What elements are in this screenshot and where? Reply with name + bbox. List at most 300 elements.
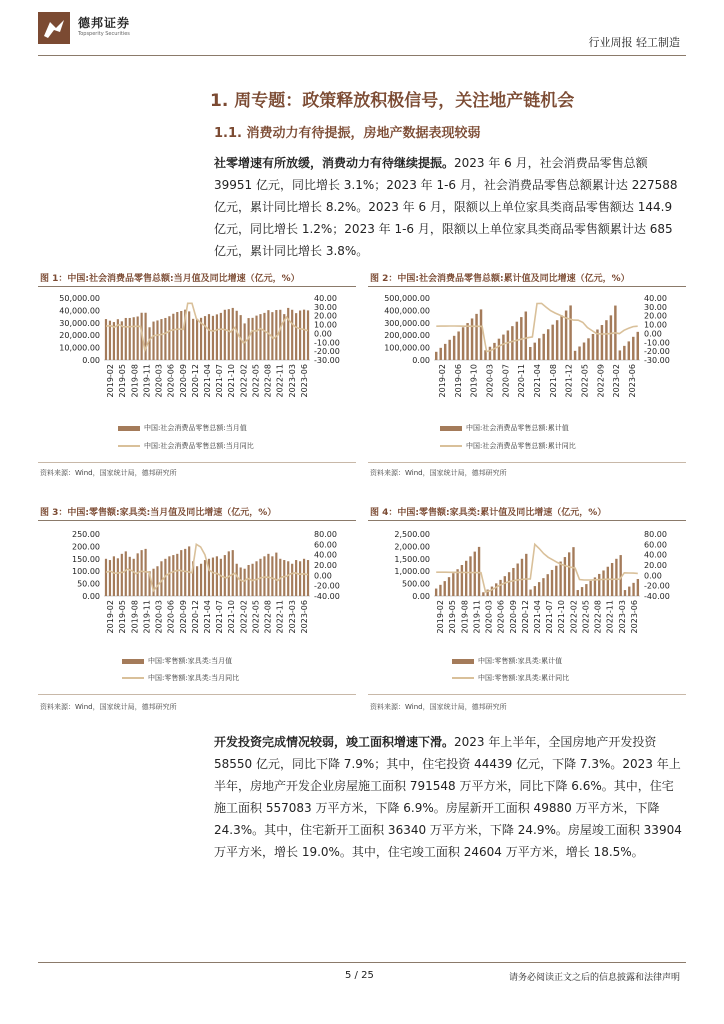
chart-bar (303, 310, 305, 360)
chart-bar (113, 556, 115, 596)
y-left-tick-label: 0.00 (412, 356, 430, 365)
chart-bar (133, 559, 135, 596)
chart-bar (589, 581, 591, 596)
chart-bar (228, 551, 230, 596)
x-tick-label: 2022-02 (569, 600, 579, 634)
x-tick-label: 2022-05 (581, 600, 591, 634)
chart-bar (224, 555, 226, 596)
y-left-tick-label: 200.00 (72, 542, 100, 552)
chart-bar (168, 316, 170, 360)
chart-bar (164, 318, 166, 360)
figure-4-source: 资料来源：Wind，国家统计局，德邦研究所 (370, 703, 507, 711)
y-right-tick-label: 30.00 (314, 302, 337, 312)
y-right-tick-label: 0.00 (314, 329, 332, 339)
chart-bar (511, 326, 513, 360)
y-left-tick-label: 10,000.00 (59, 343, 100, 353)
chart-bar (491, 587, 493, 596)
figure-2-legend-bar: 中国:社会消费品零售总额:累计值 (440, 423, 569, 433)
x-tick-label: 2022-08 (263, 364, 273, 398)
chart-bar (125, 318, 127, 360)
y-right-tick-label: 20.00 (314, 311, 337, 321)
y-right-tick-label: 10.00 (314, 320, 337, 330)
chart-bar (152, 322, 154, 360)
chart-bar (456, 569, 458, 596)
y-left-tick-label: 500.00 (402, 579, 430, 589)
disclaimer-note: 请务必阅读正文之后的信息披露和法律声明 (508, 973, 680, 983)
y-right-tick-label: 80.00 (644, 530, 667, 539)
figure-3-chart (38, 526, 356, 642)
chart-bar (547, 574, 549, 596)
chart-bar (569, 305, 571, 360)
chart-bar (160, 561, 162, 596)
figure-4-bottom-rule (368, 694, 686, 695)
x-tick-label: 2022-05 (251, 364, 261, 398)
x-tick-label: 2019-10 (469, 364, 479, 398)
chart-bar (129, 557, 131, 596)
x-tick-label: 2020-06 (496, 600, 506, 634)
chart-bar (564, 557, 566, 596)
chart-bar (601, 325, 603, 360)
chart-bar (307, 310, 309, 360)
x-tick-label: 2021-04 (533, 600, 542, 634)
chart-bar (439, 585, 441, 596)
chart-bar (444, 344, 446, 360)
chart-bar (502, 335, 504, 360)
chart-bar (184, 549, 186, 596)
chart-bar (188, 311, 190, 360)
figure-1-legend-bar: 中国:社会消费品零售总额:当月值 (118, 423, 247, 433)
chart-bar (610, 315, 612, 360)
chart-bar (602, 570, 604, 596)
chart-bar (137, 316, 139, 360)
chart-bar (498, 339, 500, 360)
y-left-tick-label: 0.00 (82, 592, 100, 601)
chart-bar (495, 583, 497, 596)
chart-bar (598, 574, 600, 596)
chart-bar (525, 554, 527, 596)
x-tick-label: 2021-04 (533, 364, 542, 398)
chart-bar (307, 560, 309, 596)
chart-bar (291, 564, 293, 596)
figure-2-rule (368, 286, 686, 287)
legend-bar-swatch (452, 659, 474, 664)
report-category: 行业周报 轻工制造 (588, 36, 680, 49)
figure-3-legend-bar: 中国:零售额:家具类:当月值 (122, 656, 232, 666)
x-tick-label: 2019-11 (472, 600, 482, 634)
chart-bar (148, 327, 150, 360)
chart-bar (560, 315, 562, 360)
x-tick-label: 2023-06 (299, 600, 309, 634)
x-tick-label: 2021-04 (203, 364, 212, 398)
figure-1-rule (38, 286, 356, 287)
chart-bar (556, 320, 558, 360)
figure-4-rule (368, 520, 686, 521)
x-tick-label: 2021-07 (215, 600, 225, 634)
figure-2-chart (368, 290, 686, 406)
chart-bar (236, 311, 238, 360)
chart-bar (137, 553, 139, 596)
header-divider (38, 55, 686, 56)
y-right-tick-label: 10.00 (644, 320, 667, 330)
chart-bar (453, 336, 455, 360)
chart-bar (228, 309, 230, 360)
chart-bar (145, 313, 147, 360)
chart-bar (176, 312, 178, 360)
chart-bar (457, 331, 459, 360)
chart-bar (291, 310, 293, 360)
chart-bar (121, 554, 123, 596)
chart-bar (212, 316, 214, 360)
chart-bar (271, 556, 273, 596)
chart-bar (244, 569, 246, 596)
figure-1-chart (38, 290, 356, 406)
chart-bar (632, 583, 634, 596)
x-tick-label: 2019-06 (453, 364, 463, 398)
y-right-tick-label: 40.00 (314, 550, 337, 560)
y-right-tick-label: -40.00 (644, 592, 670, 601)
y-left-tick-label: 250.00 (72, 530, 100, 539)
figure-4-title: 图 4：中国:零售额:家具类:累计值及同比增速（亿元，%） (370, 508, 607, 518)
y-left-tick-label: 200,000.00 (384, 331, 430, 341)
chart-bar (493, 343, 495, 360)
x-tick-label: 2020-03 (154, 364, 164, 398)
chart-bar (267, 310, 269, 360)
chart-bar (232, 550, 234, 596)
chart-line-series (106, 303, 308, 350)
chart-bar (508, 572, 510, 596)
x-tick-label: 2019-02 (437, 364, 447, 398)
x-tick-label: 2022-11 (275, 600, 285, 634)
chart-bar (605, 320, 607, 360)
x-tick-label: 2020-03 (485, 364, 495, 398)
x-tick-label: 2019-08 (130, 600, 140, 634)
chart-bar (295, 313, 297, 360)
chart-bar (180, 550, 182, 596)
figure-2-bottom-rule (368, 462, 686, 463)
chart-bar (572, 547, 574, 596)
chart-bar (623, 346, 625, 360)
y-right-tick-label: -10.00 (644, 338, 670, 348)
legend-line-swatch (122, 677, 144, 679)
chart-bar (172, 555, 174, 596)
y-right-tick-label: 20.00 (644, 311, 667, 321)
chart-bar (216, 556, 218, 596)
chart-bar (125, 551, 127, 596)
chart-bar (212, 558, 214, 596)
chart-bar (587, 338, 589, 360)
chart-bar (160, 319, 162, 360)
chart-bar (478, 547, 480, 596)
y-left-tick-label: 100,000.00 (384, 343, 430, 353)
chart-bar (263, 313, 265, 360)
chart-line-series (106, 544, 308, 591)
chart-bar (542, 334, 544, 360)
y-left-tick-label: 300,000.00 (384, 318, 430, 328)
x-tick-label: 2022-05 (251, 600, 261, 634)
chart-bar (525, 312, 527, 360)
chart-bar (200, 564, 202, 596)
chart-bar (448, 340, 450, 360)
y-left-tick-label: 2,000.00 (394, 542, 430, 552)
chart-2-svg (368, 290, 686, 406)
x-tick-label: 2021-12 (564, 364, 574, 398)
chart-bar (461, 565, 463, 596)
y-right-tick-label: 40.00 (644, 294, 667, 303)
chart-bar (578, 346, 580, 360)
x-tick-label: 2020-09 (508, 600, 518, 634)
y-right-tick-label: -40.00 (314, 592, 340, 601)
y-right-tick-label: -10.00 (314, 338, 340, 348)
y-left-tick-label: 0.00 (82, 356, 100, 365)
x-tick-label: 2019-11 (142, 364, 152, 398)
chart-bar (299, 561, 301, 596)
chart-bar (283, 560, 285, 596)
x-tick-label: 2020-11 (517, 364, 527, 398)
x-tick-label: 2023-03 (287, 364, 297, 398)
chart-bar (141, 550, 143, 596)
y-right-tick-label: -20.00 (644, 347, 670, 357)
y-left-tick-label: 400,000.00 (384, 306, 430, 316)
chart-bar (469, 556, 471, 596)
chart-bar (568, 552, 570, 596)
chart-bar (475, 314, 477, 360)
y-left-tick-label: 1,500.00 (394, 554, 430, 564)
y-left-tick-label: 50.00 (77, 579, 100, 589)
y-right-tick-label: -30.00 (644, 356, 670, 365)
chart-bar (180, 311, 182, 360)
y-left-tick-label: 1,000.00 (394, 567, 430, 577)
figure-4-legend-line: 中国:零售额:家具类:累计同比 (452, 673, 569, 683)
chart-bar (615, 559, 617, 596)
figure-3-bottom-rule (38, 694, 356, 695)
chart-bar (259, 314, 261, 360)
y-right-tick-label: -20.00 (644, 581, 670, 591)
chart-bar (462, 327, 464, 360)
x-tick-label: 2021-07 (215, 364, 225, 398)
x-tick-label: 2020-07 (501, 364, 511, 398)
chart-bar (637, 332, 639, 360)
x-tick-label: 2022-05 (580, 364, 590, 398)
chart-bar (444, 581, 446, 596)
chart-bar (504, 576, 506, 596)
chart-bar (607, 567, 609, 596)
figure-2-source: 资料来源：Wind，国家统计局，德邦研究所 (370, 469, 507, 477)
figure-2-title: 图 2：中国:社会消费品零售总额:累计值及同比增速（亿元，%） (370, 274, 630, 284)
chart-bar (435, 589, 437, 596)
company-logo (38, 12, 178, 48)
figure-3-source: 资料来源：Wind，国家统计局，德邦研究所 (40, 703, 177, 711)
chart-bar (295, 560, 297, 596)
y-right-tick-label: 0.00 (644, 571, 662, 581)
y-right-tick-label: -30.00 (314, 356, 340, 365)
chart-bar (529, 590, 531, 596)
legend-bar-swatch (118, 426, 140, 431)
chart-bar (637, 579, 639, 596)
legend-bar-swatch (122, 659, 144, 664)
chart-bar (482, 592, 484, 596)
chart-bar (248, 565, 250, 596)
chart-bar (176, 554, 178, 596)
chart-bar (592, 334, 594, 360)
logo-subtext: Topsperity Securities (78, 31, 130, 37)
chart-bar (507, 330, 509, 360)
chart-bar (512, 568, 514, 596)
chart-bar (255, 316, 257, 360)
figure-3-legend-line: 中国:零售额:家具类:当月同比 (122, 673, 239, 683)
x-tick-label: 2019-05 (118, 600, 128, 634)
figure-2-legend-line: 中国:社会消费品零售总额:累计同比 (440, 441, 576, 451)
x-tick-label: 2020-12 (190, 364, 200, 398)
chart-bar (555, 566, 557, 596)
y-right-tick-label: 30.00 (644, 302, 667, 312)
legend-line-swatch (440, 445, 462, 447)
y-left-tick-label: 150.00 (72, 554, 100, 564)
y-right-tick-label: -20.00 (314, 581, 340, 591)
paragraph-lead: 社零增速有所放缓，消费动力有待继续提振。 (214, 156, 455, 170)
figure-4-chart (368, 526, 686, 642)
paragraph-retail (214, 152, 682, 262)
chart-bar (632, 337, 634, 360)
figure-1-title: 图 1：中国:社会消费品零售总额:当月值及同比增速（亿元，%） (40, 274, 300, 284)
chart-bar (287, 308, 289, 360)
x-tick-label: 2023-06 (628, 364, 638, 398)
chart-bar (538, 582, 540, 596)
y-right-tick-label: 40.00 (314, 294, 337, 303)
chart-bar (156, 320, 158, 360)
chart-bar (542, 578, 544, 596)
y-left-tick-label: 40,000.00 (59, 306, 100, 316)
paragraph-property (214, 731, 682, 863)
x-tick-label: 2022-09 (596, 364, 606, 398)
x-tick-label: 2022-11 (275, 364, 285, 398)
y-right-tick-label: 80.00 (314, 530, 337, 539)
y-left-tick-label: 30,000.00 (59, 318, 100, 328)
figure-4-legend-bar: 中国:零售额:家具类:累计值 (452, 656, 562, 666)
x-tick-label: 2019-11 (142, 600, 152, 634)
x-tick-label: 2022-02 (239, 600, 249, 634)
logo-text: 德邦证券 (78, 16, 131, 30)
y-right-tick-label: 40.00 (644, 550, 667, 560)
chart-bar (538, 338, 540, 360)
chart-4-svg (368, 526, 686, 642)
y-right-tick-label: 20.00 (644, 561, 667, 570)
chart-bar (559, 562, 561, 596)
x-tick-label: 2021-08 (548, 364, 558, 398)
chart-bar (439, 348, 441, 360)
chart-bar (275, 553, 277, 596)
y-left-tick-label: 2,500.00 (394, 530, 430, 539)
legend-line-swatch (452, 677, 474, 679)
chart-bar (204, 560, 206, 596)
chart-bar (196, 566, 198, 596)
chart-bar (452, 573, 454, 596)
chart-bar (534, 586, 536, 596)
chart-bar (448, 577, 450, 596)
chart-bar (435, 352, 437, 360)
paragraph-body: 2023 年上半年，全国房地产开发投资 58550 亿元，同比下降 7.9%；其中，住宅投资 44439 亿元，下降 7.3%。2023 年上半年，房地产开发企业房屋施工面积 791548 万平方米，同比下降 6.6%。其中，住宅施工面积 557083 万平方米，下降 6.9%。房屋新开工面积 49880 万平方米，下降 24.3%。其中，住宅新开工面积 36340 万平方米，下降 24.9%。房屋竣工面积 33904 万平方米，增长 19.0%。其中，住宅竣工面积 24604 万平方米，增长 18.5%。 (214, 735, 682, 859)
chart-bar (624, 590, 626, 596)
x-tick-label: 2020-12 (190, 600, 200, 634)
x-tick-label: 2021-07 (545, 600, 555, 634)
chart-bar (172, 314, 174, 360)
paragraph-lead: 开发投资完成情况较弱，竣工面积增速下滑。 (214, 735, 455, 749)
chart-bar (109, 560, 111, 596)
chart-bar (547, 329, 549, 360)
chart-bar (577, 590, 579, 596)
chart-bar (236, 564, 238, 596)
figure-3-rule (38, 520, 356, 521)
x-tick-label: 2022-08 (263, 600, 273, 634)
chart-bar (133, 317, 135, 360)
x-tick-label: 2020-03 (154, 600, 164, 634)
figure-3-title: 图 3：中国:零售额:家具类:当月值及同比增速（亿元，%） (40, 508, 277, 518)
chart-bar (534, 343, 536, 360)
x-tick-label: 2023-02 (612, 364, 622, 398)
x-tick-label: 2020-06 (166, 600, 176, 634)
chart-bar (299, 311, 301, 360)
chart-bar (287, 561, 289, 596)
y-left-tick-label: 100.00 (72, 567, 100, 577)
y-right-tick-label: 60.00 (644, 540, 667, 550)
x-tick-label: 2021-04 (203, 600, 212, 634)
y-right-tick-label: 0.00 (314, 571, 332, 581)
chart-bar (465, 561, 467, 596)
chart-bar (628, 587, 630, 596)
x-tick-label: 2020-03 (484, 600, 494, 634)
chart-bar (471, 318, 473, 360)
chart-bar (619, 350, 621, 360)
chart-bar (224, 310, 226, 360)
chart-bar (521, 559, 523, 596)
chart-bar (628, 341, 630, 360)
chart-bar (499, 580, 501, 596)
chart-bar (232, 308, 234, 360)
x-tick-label: 2021-10 (227, 364, 237, 398)
chart-bar (466, 323, 468, 360)
chart-bar (129, 318, 131, 360)
y-left-tick-label: 20,000.00 (59, 331, 100, 341)
chart-bar (196, 319, 198, 360)
chart-bar (216, 314, 218, 360)
x-tick-label: 2019-05 (118, 364, 128, 398)
chart-bar (240, 567, 242, 596)
x-tick-label: 2021-10 (557, 600, 567, 634)
y-right-tick-label: -20.00 (314, 347, 340, 357)
chart-bar (251, 318, 253, 360)
section-title: 1. 周专题：政策释放积极信号，关注地产链机会 (210, 91, 575, 111)
legend-line-swatch (118, 445, 140, 447)
y-left-tick-label: 50,000.00 (59, 294, 100, 303)
chart-bar (267, 554, 269, 596)
chart-bar (581, 587, 583, 596)
chart-bar (574, 351, 576, 360)
y-right-tick-label: 60.00 (314, 540, 337, 550)
x-tick-label: 2019-02 (106, 600, 116, 634)
chart-1-svg (38, 290, 356, 406)
figure-1-source: 资料来源：Wind，国家统计局，德邦研究所 (40, 469, 177, 477)
chart-bar (105, 319, 107, 360)
footer-divider (38, 962, 686, 963)
paragraph-body: 2023 年 6 月，社会消费品零售总额 39951 亿元，同比增长 3.1%；2023 年 1-6 月，社会消费品零售总额累计达 227588 亿元，累计同比增长 8.2%。2023 年 6 月，限额以上单位家具类商品零售额达 144.9 亿元，同比增长 1.2%；2023 年 1-6 月，限额以上单位家具类商品零售额累计达 685 亿元，累计同比增长 3.8%。 (214, 156, 678, 258)
chart-bar (279, 310, 281, 360)
chart-bar (117, 558, 119, 596)
figure-1-legend-line: 中国:社会消费品零售总额:当月同比 (118, 441, 254, 451)
chart-bar (168, 556, 170, 596)
x-tick-label: 2020-09 (178, 364, 188, 398)
chart-bar (551, 570, 553, 596)
x-tick-label: 2019-02 (436, 600, 446, 634)
x-tick-label: 2022-08 (593, 600, 603, 634)
